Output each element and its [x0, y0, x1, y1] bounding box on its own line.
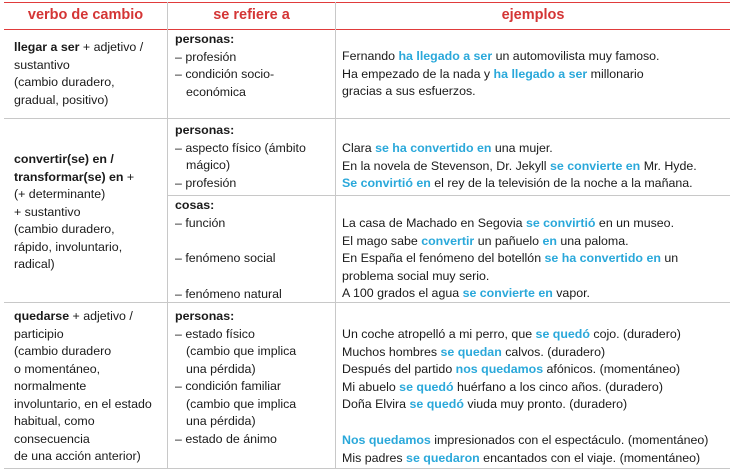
column-divider-2	[335, 2, 336, 468]
example-line: Un coche atropelló a mi perro, que se quedó cojo. (duradero)	[342, 327, 681, 341]
example-line: A 100 grados el agua se convierte en vapor.	[342, 286, 590, 300]
ref-item: – estado de ánimo	[175, 431, 277, 446]
verb-convertirse-en: convertir(se) en /	[14, 152, 114, 166]
verb-llegar-a-ser: llegar a ser	[14, 40, 80, 54]
verb-line: participio	[14, 326, 64, 341]
verb-line: radical)	[14, 257, 55, 271]
ref-item-cont: (cambio que implica	[186, 344, 297, 358]
row2a-refers-to	[175, 122, 333, 192]
verb-line: (cambio duradero,	[14, 222, 115, 236]
ref-item: – condición familiar	[175, 379, 282, 393]
row2b-refers-to	[175, 197, 333, 232]
header-verbo-de-cambio: verbo de cambio	[27, 7, 144, 23]
row2b-refers-to-natural	[175, 286, 333, 304]
row3-refers-to	[175, 308, 333, 448]
bottom-rule	[4, 468, 730, 469]
verb-line: involuntario, en el estado	[14, 396, 152, 411]
verb-line: normalmente	[14, 379, 87, 393]
row1-examples	[342, 48, 730, 101]
verb-line: gradual, positivo)	[14, 92, 109, 107]
ref-item: – aspecto físico (ámbito	[175, 140, 306, 155]
verb-line: o momentáneo,	[14, 361, 101, 376]
example-line: Clara se ha convertido en una mujer.	[342, 141, 553, 155]
row2-subdivider	[168, 195, 730, 196]
row1-verb	[14, 39, 166, 109]
example-line: En la novela de Stevenson, Dr. Jekyll se convierte en Mr. Hyde.	[342, 158, 697, 173]
example-line: Fernando ha llegado a ser un automovilista muy famoso.	[342, 49, 660, 63]
row1-divider	[4, 118, 730, 119]
example-line: Ha empezado de la nada y ha llegado a ser millonario	[342, 66, 644, 81]
example-line: problema social muy serio.	[342, 268, 490, 283]
row3-examples-momentary	[342, 432, 730, 467]
ref-item: – función	[175, 215, 226, 230]
ref-item: – fenómeno natural	[175, 287, 282, 301]
row1-refers-to	[175, 31, 333, 101]
ref-heading: personas:	[175, 32, 235, 46]
example-line: El mago sabe convertir un pañuelo en una paloma.	[342, 233, 629, 248]
example-line: En España el fenómeno del botellón se ha convertido en un	[342, 251, 679, 265]
ref-item: – condición socio-	[175, 67, 275, 81]
ref-item-cont: (cambio que implica	[186, 396, 297, 411]
row3-verb	[14, 308, 166, 466]
verb-line: (cambio duradero,	[14, 75, 115, 89]
header-se-refiere-a: se refiere a	[213, 7, 290, 23]
verb-line: sustantivo	[14, 57, 70, 72]
header-rule	[4, 29, 730, 30]
verb-quedarse: quedarse	[14, 309, 70, 323]
verb-line: (+ determinante)	[14, 187, 106, 201]
ref-item: – profesión	[175, 49, 237, 64]
ref-item-cont: económica	[186, 84, 246, 99]
ref-item-cont: una pérdida)	[186, 414, 256, 428]
verb-line: rápido, involuntario,	[14, 239, 123, 254]
verb-line: de una acción anterior)	[14, 449, 141, 463]
ref-item-cont: una pérdida)	[186, 361, 256, 376]
row2b-refers-to-social	[175, 250, 333, 268]
row3-examples	[342, 326, 730, 414]
example-line: Muchos hombres se quedan calvos. (duradero)	[342, 344, 606, 359]
example-line: Nos quedamos impresionados con el espectáculo. (momentáneo)	[342, 433, 709, 447]
example-line: Mi abuelo se quedó huérfano a los cinco años. (duradero)	[342, 379, 663, 394]
verb-pattern: + adjetivo /	[79, 40, 144, 54]
example-line: Doña Elvira se quedó viuda muy pronto. (duradero)	[342, 397, 628, 411]
column-divider-1	[167, 2, 168, 468]
verb-line: habitual, como	[14, 414, 95, 428]
verb-line: consecuencia	[14, 431, 90, 446]
example-line: gracias a sus esfuerzos.	[342, 84, 476, 98]
ref-item: – profesión	[175, 175, 237, 190]
ref-heading: cosas:	[175, 198, 215, 212]
row2-verb	[14, 151, 166, 274]
ref-item: – fenómeno social	[175, 251, 276, 265]
ref-heading: personas:	[175, 123, 235, 137]
ref-item: – estado físico	[175, 326, 255, 341]
example-line: Se convirtió en el rey de la televisión de la noche a la mañana.	[342, 176, 693, 190]
verb-line: (cambio duradero	[14, 344, 112, 358]
example-line: Mis padres se quedaron encantados con el viaje. (momentáneo)	[342, 450, 701, 465]
row2a-examples	[342, 140, 730, 193]
row2b-examples	[342, 215, 730, 303]
verb-transformarse-en: transformar(se) en	[14, 169, 124, 184]
example-line: Después del partido nos quedamos afónicos. (momentáneo)	[342, 362, 681, 376]
ref-item-cont: mágico)	[186, 158, 231, 172]
header-ejemplos: ejemplos	[501, 7, 565, 23]
ref-heading: personas:	[175, 309, 235, 323]
example-line: La casa de Machado en Segovia se convirtió en un museo.	[342, 216, 675, 230]
verb-pattern: +	[123, 169, 135, 184]
verb-line: + sustantivo	[14, 204, 81, 219]
verb-pattern: + adjetivo /	[69, 309, 133, 323]
